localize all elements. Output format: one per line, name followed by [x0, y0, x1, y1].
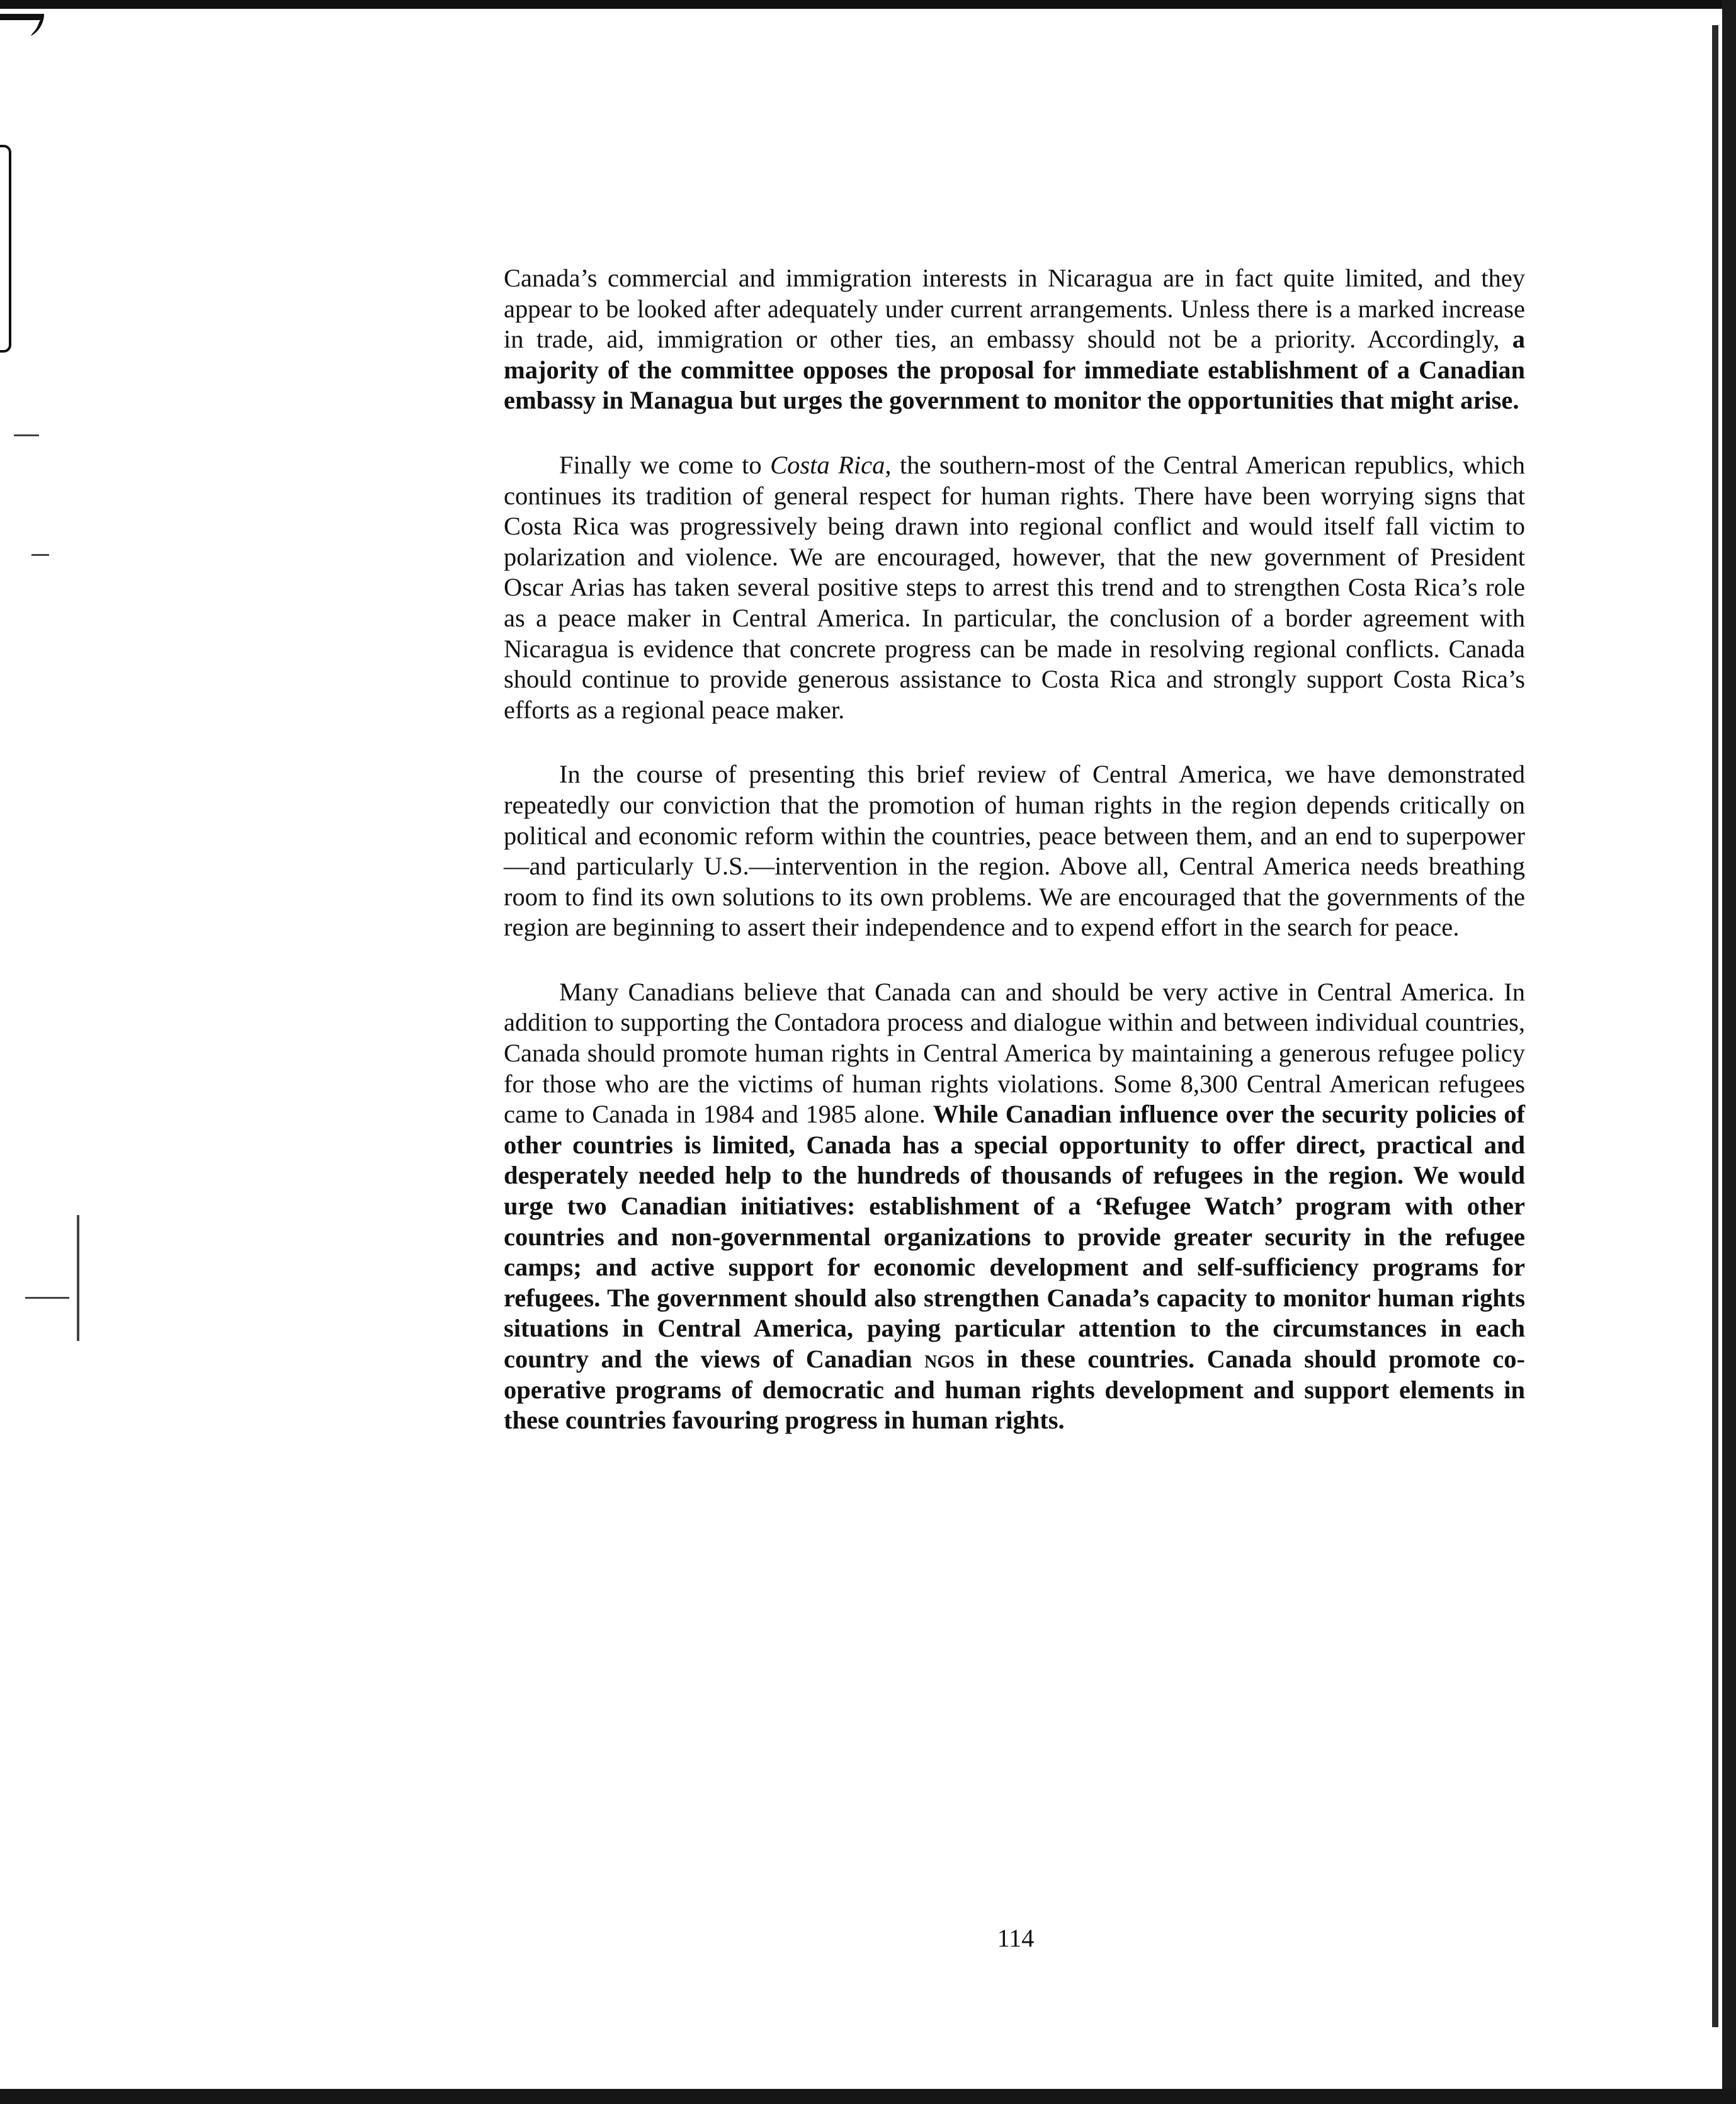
page-number: 114: [997, 1924, 1035, 1952]
scan-mark: [31, 554, 49, 556]
bold-text-segment: While Canadian influence over the security policies of other countries is limited, Canada has a special opportunity to offer direct, practical and desperately needed help to the hundreds of thousands of refugees in the region. We would urge two Canadian initiatives: establishment of a ‘Refugee Watch’ program with other countries and non-governmental organizations to provide greater security in the refugee camps; and active support for economic development and self-sufficiency programs for refugees. The government should also strengthen Canada’s capacity to monitor human rights situations in Central America, paying particular attention to the circumstances in each country and the views of Canadian: [504, 1100, 1525, 1373]
scan-edge-right-shadow: [1712, 25, 1718, 2027]
scan-mark: [77, 1215, 79, 1341]
paragraph-review: [504, 759, 1525, 943]
bold-smallcaps-segment: ngos: [924, 1345, 975, 1373]
italic-text-segment: Costa Rica: [770, 450, 885, 479]
scan-mark: [25, 1297, 69, 1299]
paragraph-costa-rica: [504, 450, 1525, 725]
text-segment: In the course of presenting this brief review of Central America, we have demonstrated repeatedly our conviction that the promotion of human rights in the region depends critically on political and economic reform within the countries, peace between them, and an end to superpower—and particularly U.S.—intervention in the region. Above all, Central America needs breathing room to find its own solutions to its own problems. We are encouraged that the governments of the region are beginning to assert their independence and to expend effort in the search for peace.: [504, 760, 1525, 942]
scan-edge-bottom: [0, 2089, 1736, 2104]
text-segment: Canada’s commercial and immigration interests in Nicaragua are in fact quite limited, and they appear to be looked after adequately under current arrangements. Unless there is a marked increase in trade, aid, immigration or other ties, an embassy should not be a priority. Accordingly,: [504, 264, 1525, 354]
text-segment: Many Canadians believe that Canada can and should be very active in Central America. In addition to supporting the Contadora process and dialogue within and between individual countries, Canada should promote human rights in Central America by maintaining a generous refugee policy for those who are the victims of human rights violations. Some 8,300 Central American refugees came to Canada in 1984 and 1985 alone.: [504, 977, 1525, 1129]
bold-text-segment: a majority of the committee opposes the proposal for immediate establishment of a Canadian embassy in Managua but urges the government to monitor the opportunities that might arise.: [504, 325, 1525, 415]
text-segment: Finally we come to: [559, 450, 771, 479]
scan-bracket-artifact: [0, 145, 11, 353]
bold-text-segment: in these countries. Canada should promote co-operative programs of democratic and human rights development and support elements in these countries favouring progress in human rights.: [504, 1345, 1525, 1435]
scan-edge-right: [1722, 0, 1736, 2104]
scan-mark: [14, 434, 39, 436]
scan-edge-top: [0, 0, 1736, 9]
document-body: [504, 263, 1525, 1470]
text-segment: , the southern-most of the Central American republics, which continues its tradition of general respect for human rights. There have been worrying signs that Costa Rica was progressively being drawn into regional conflict and would itself fall victim to polarization and violence. We are encouraged, however, that the new government of President Oscar Arias has taken several positive steps to arrest this trend and to strengthen Costa Rica’s role as a peace maker in Central America. In particular, the conclusion of a border agreement with Nicaragua is evidence that concrete progress can be made in resolving regional conflicts. Canada should continue to provide generous assistance to Costa Rica and strongly support Costa Rica’s efforts as a regional peace maker.: [504, 450, 1525, 724]
paragraph-nicaragua: [504, 263, 1525, 416]
paragraph-canadian-initiatives: [504, 977, 1525, 1436]
scan-corner-artifact: [0, 14, 44, 39]
